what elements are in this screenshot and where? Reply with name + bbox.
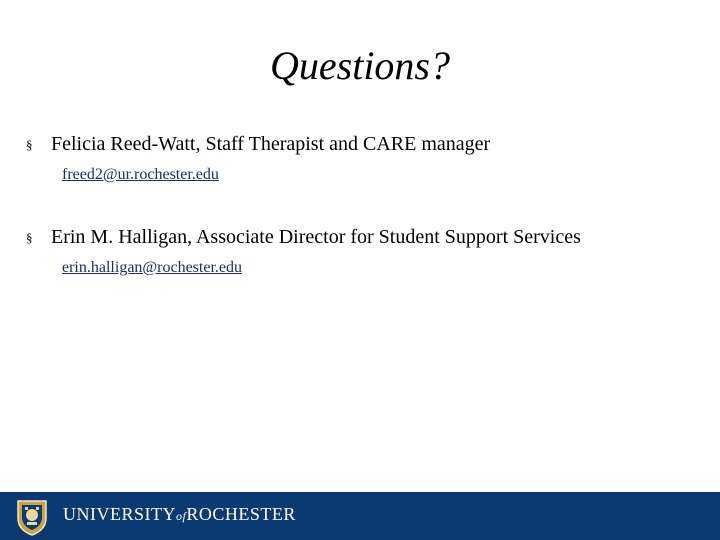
wordmark-university: UNIVERSITY xyxy=(63,504,176,524)
list-item xyxy=(26,130,686,159)
university-seal-icon xyxy=(14,498,50,536)
bullet-marker-icon: § xyxy=(26,137,33,152)
bullet-marker-icon: § xyxy=(26,230,33,245)
wordmark-of: of xyxy=(176,509,187,523)
university-wordmark xyxy=(63,504,296,525)
contact-name-line: Felicia Reed-Watt, Staff Therapist and CARE manager xyxy=(51,133,491,155)
bullet-list xyxy=(26,130,686,280)
email-link[interactable]: freed2@ur.rochester.edu xyxy=(62,166,219,183)
contact-email-row xyxy=(0,256,686,280)
list-item xyxy=(26,223,686,252)
slide-title: Questions? xyxy=(270,43,450,88)
wordmark-city: ROCHESTER xyxy=(186,504,296,524)
contact-name-line: Erin M. Halligan, Associate Director for Student Support Services xyxy=(51,226,581,248)
contact-email-row xyxy=(0,163,686,187)
email-link[interactable]: erin.halligan@rochester.edu xyxy=(62,259,242,276)
footer-bar xyxy=(0,492,720,540)
